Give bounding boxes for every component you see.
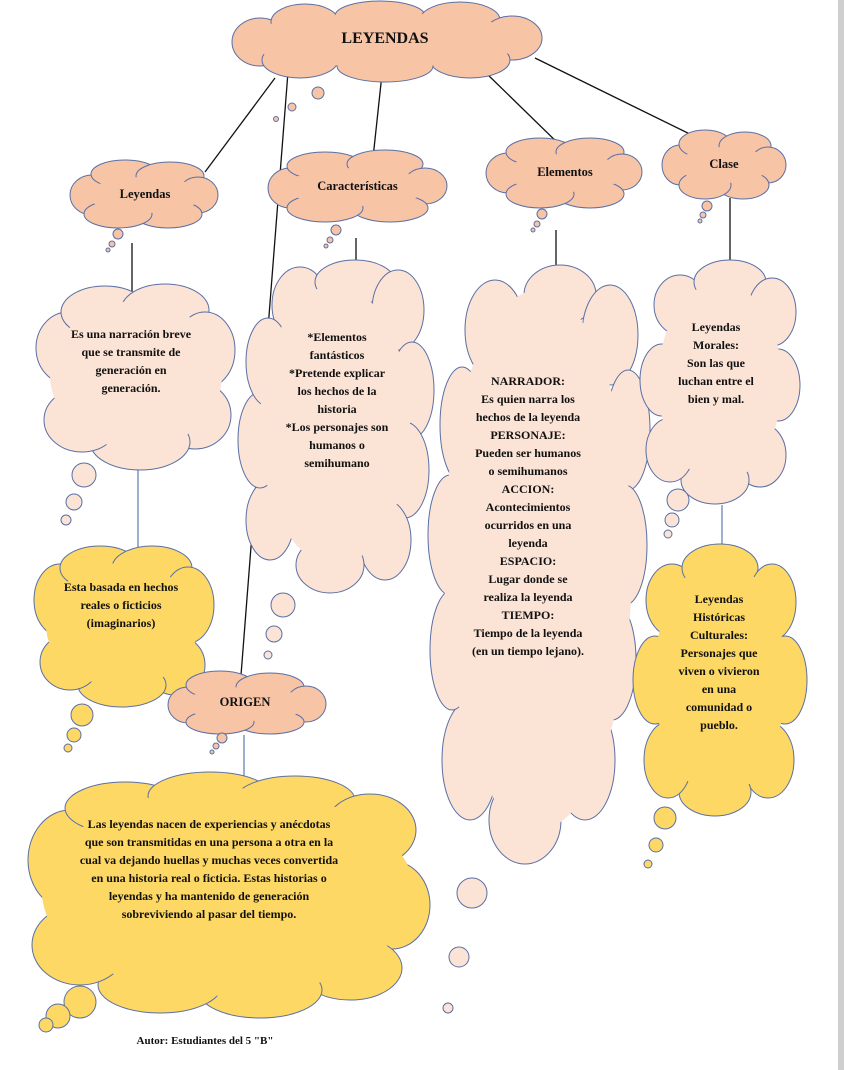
- caracteristica-item: *Pretende explicar los hechos de la historia: [288, 366, 386, 416]
- elemento-desc: Lugar donde se realiza la leyenda: [483, 572, 573, 604]
- origen-label: ORIGEN: [219, 695, 271, 709]
- author-prefix: Autor:: [136, 1035, 169, 1047]
- historicas-desc: Personajes que viven o vivieron en una comunidad o pueblo.: [678, 646, 760, 732]
- line-title-elementos: [485, 72, 565, 150]
- elemento-desc: Acontecimientos ocurridos en una leyenda: [484, 500, 572, 550]
- morales-desc: Son las que luchan entre el bien y mal.: [678, 356, 754, 406]
- historicas-term: Leyendas Históricas Culturales:: [690, 592, 748, 642]
- caracteristicas-label: Características: [317, 179, 398, 193]
- elemento-desc: Pueden ser humanos o semihumanos: [475, 446, 581, 478]
- caracteristica-item: *Elementos fantásticos: [307, 330, 367, 362]
- historicas-block: [676, 590, 762, 734]
- elemento-desc: Tiempo de la leyenda (en un tiempo lejano).: [472, 626, 584, 658]
- elemento-term: ACCION:: [501, 482, 555, 496]
- elemento-desc: Es quien narra los hechos de la leyenda: [475, 392, 581, 424]
- line-title-leyendas: [205, 78, 275, 172]
- title-bubbles: [274, 87, 325, 122]
- line-title-caracteristicas: [373, 74, 382, 158]
- caracteristica-item: *Los personajes son humanos o semihumano: [285, 420, 389, 470]
- elemento-term: NARRADOR:: [491, 374, 565, 388]
- elemento-term: PERSONAJE:: [490, 428, 566, 442]
- author-name: Estudiantes del 5 "B": [171, 1035, 274, 1047]
- morales-block: [672, 318, 760, 408]
- morales-term: Leyendas Morales:: [691, 320, 741, 352]
- origen-text: Las leyendas nacen de experiencias y anécdotas que son transmitidas en una persona a otra en la cual va dejando huellas y muchas veces convertida en una historia real o ficticia. Estas historias o leyendas y ha mantenido de generación sobreviviendo al pasar del tiempo.: [79, 817, 339, 921]
- clase-label: Clase: [709, 157, 739, 171]
- leyendas-definition: Es una narración breve que se transmite de generación en generación.: [70, 327, 192, 395]
- elemento-term: TIEMPO:: [501, 608, 555, 622]
- elementos-list: [472, 372, 584, 660]
- map-title: LEYENDAS: [341, 30, 429, 47]
- elementos-label: Elementos: [537, 165, 593, 179]
- elemento-term: ESPACIO:: [499, 554, 557, 568]
- leyendas-label: Leyendas: [119, 187, 171, 201]
- line-title-clase: [535, 58, 702, 140]
- leyendas-basis: Esta basada en hechos reales o ficticios (imaginarios): [63, 580, 179, 630]
- caracteristicas-list: [282, 328, 392, 472]
- author-credit: [110, 1035, 300, 1047]
